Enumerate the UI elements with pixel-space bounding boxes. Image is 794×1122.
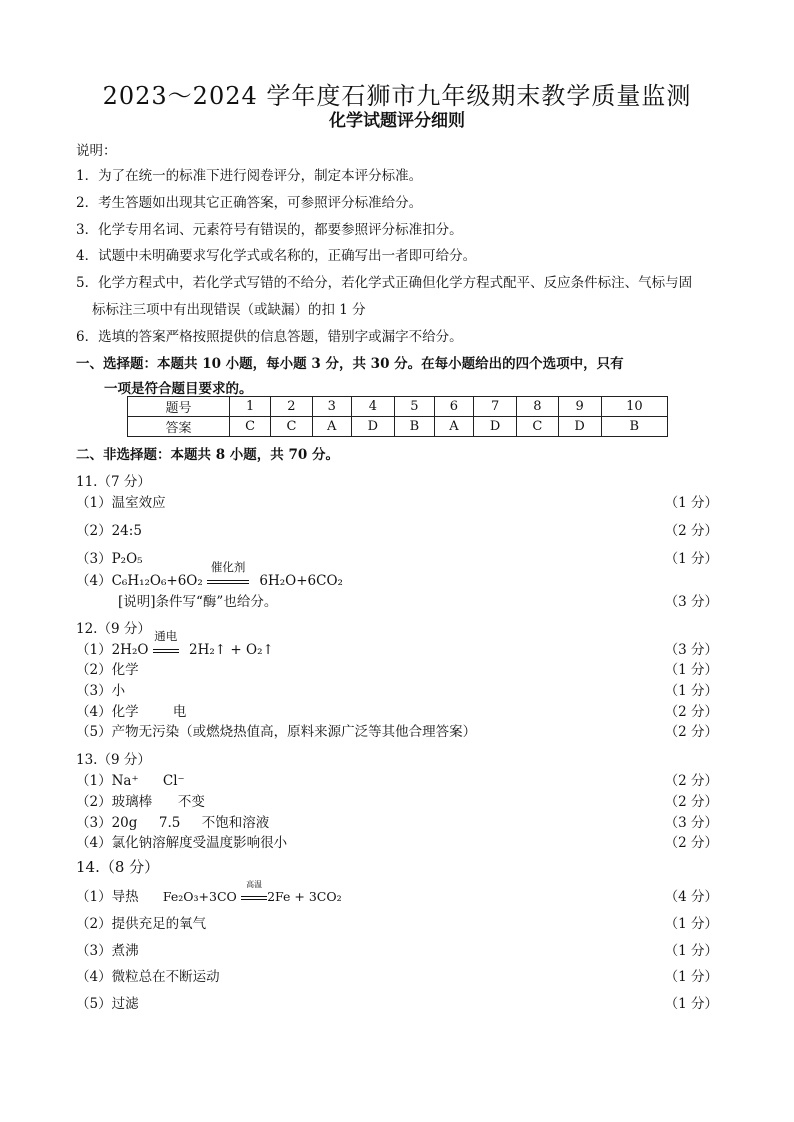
q11-score-3: （1 分） bbox=[664, 551, 718, 567]
q12-part-3: （3）小 bbox=[76, 683, 126, 699]
equation-products: 6H₂O+6CO₂ bbox=[259, 573, 343, 589]
question-12-heading: 12.（9 分） bbox=[76, 621, 151, 637]
section-2-heading: 二、非选择题：本题共 8 小题，共 70 分。 bbox=[76, 447, 339, 463]
answer-cell: B bbox=[394, 417, 434, 437]
q13-part-2: （2）玻璃棒 不变 bbox=[76, 794, 205, 810]
q13-part-4: （4）氯化钠溶解度受温度影响很小 bbox=[76, 835, 288, 851]
q12-part-5: （5）产物无污染（或燃烧热值高，原料来源广泛等其他合理答案） bbox=[76, 724, 477, 740]
q14-score-1: （4 分） bbox=[664, 889, 718, 905]
row-label: 答案 bbox=[128, 417, 230, 437]
note-item: 5．化学方程式中，若化学式写错的不给分，若化学式正确但化学方程式配平、反应条件标注、气标与固 bbox=[76, 275, 693, 291]
q11-score-1: （1 分） bbox=[664, 495, 718, 511]
equation-products: 2Fe + 3CO₂ bbox=[267, 889, 342, 904]
q11-score-2: （2 分） bbox=[664, 523, 718, 539]
q14-part-1-equation bbox=[76, 880, 342, 905]
sodium-ion: Na⁺ bbox=[111, 773, 139, 789]
reaction-condition bbox=[241, 880, 267, 905]
section-1-heading-cont: 一项是符合题目要求的。 bbox=[104, 381, 253, 397]
equation-reactants: Fe₂O₃+3CO bbox=[162, 889, 237, 904]
answer-cell: A bbox=[312, 417, 351, 437]
q13-part-1 bbox=[76, 769, 185, 789]
chloride-ion: Cl⁻ bbox=[162, 773, 185, 789]
part-prefix: （4） bbox=[76, 573, 112, 589]
q12-score-4: （2 分） bbox=[664, 704, 718, 720]
q13-score-4: （2 分） bbox=[664, 835, 718, 851]
q11-score-4: （3 分） bbox=[664, 594, 718, 610]
q12-score-2: （1 分） bbox=[664, 662, 718, 678]
equals-sign bbox=[207, 580, 249, 584]
answer-cell: D bbox=[474, 417, 517, 437]
q12-part-2: （2）化学 bbox=[76, 662, 139, 678]
note-item: 6．选填的答案严格按照提供的信息答题，错别字或漏字不给分。 bbox=[76, 329, 463, 345]
q11-note: [说明]条件写“酶”也给分。 bbox=[118, 594, 278, 610]
question-13-heading: 13.（9 分） bbox=[76, 752, 151, 768]
condition-label: 催化剂 bbox=[210, 560, 246, 574]
table-row-answers bbox=[128, 417, 668, 437]
page-title: 2023～2024 学年度石狮市九年级期末教学质量监测 bbox=[102, 82, 692, 110]
q14-part-5: （5）过滤 bbox=[76, 996, 139, 1012]
question-number: 8 bbox=[517, 397, 558, 417]
question-11-heading: 11.（7 分） bbox=[76, 474, 151, 490]
question-number: 9 bbox=[558, 397, 601, 417]
q11-part-3 bbox=[76, 547, 143, 567]
part-prefix: （1）导热 bbox=[76, 889, 139, 905]
q14-part-4: （4）微粒总在不断运动 bbox=[76, 969, 220, 985]
answer-cell: C bbox=[271, 417, 312, 437]
equals-sign bbox=[241, 896, 267, 900]
equation-reactants: C₆H₁₂O₆+6O₂ bbox=[111, 573, 203, 589]
notes-heading: 说明： bbox=[76, 143, 117, 159]
condition-label: 通电 bbox=[154, 629, 178, 643]
q13-score-1: （2 分） bbox=[664, 773, 718, 789]
question-number: 7 bbox=[474, 397, 517, 417]
note-item: 2．考生答题如出现其它正确答案，可参照评分标准给分。 bbox=[76, 195, 423, 211]
q14-part-2: （2）提供充足的氧气 bbox=[76, 916, 207, 932]
reaction-condition bbox=[207, 560, 249, 589]
reaction-condition bbox=[153, 629, 179, 658]
answer-cell: D bbox=[351, 417, 394, 437]
q12-score-3: （1 分） bbox=[664, 683, 718, 699]
row-label: 题号 bbox=[128, 397, 230, 417]
q13-part-3: （3）20g 7.5 不饱和溶液 bbox=[76, 815, 270, 831]
note-item-continued: 标标注三项中有出现错误（或缺漏）的扣 1 分 bbox=[92, 302, 366, 318]
part-prefix: （1） bbox=[76, 773, 112, 789]
equation-products: 2H₂↑ + O₂↑ bbox=[189, 642, 274, 658]
answer-cell: C bbox=[229, 417, 270, 437]
q11-part-2: （2）24:5 bbox=[76, 523, 142, 539]
note-item: 1．为了在统一的标准下进行阅卷评分，制定本评分标准。 bbox=[76, 168, 423, 184]
formula: P₂O₅ bbox=[111, 551, 143, 567]
question-number: 5 bbox=[394, 397, 434, 417]
q13-score-2: （2 分） bbox=[664, 794, 718, 810]
note-item: 4．试题中未明确要求写化学式或名称的，正确写出一者即可给分。 bbox=[76, 248, 477, 264]
question-number: 3 bbox=[312, 397, 351, 417]
q12-score-1: （3 分） bbox=[664, 642, 718, 658]
q11-part-1: （1）温室效应 bbox=[76, 495, 166, 511]
answer-cell: C bbox=[517, 417, 558, 437]
equation-reactants: 2H₂O bbox=[111, 642, 149, 658]
q14-score-2: （1 分） bbox=[664, 916, 718, 932]
table-row-numbers bbox=[128, 397, 668, 417]
q11-part-4-equation bbox=[76, 560, 343, 589]
q12-part-4: （4）化学 电 bbox=[76, 704, 187, 720]
condition-label: 高温 bbox=[246, 880, 263, 889]
equals-sign bbox=[153, 649, 179, 653]
question-14-heading: 14.（8 分） bbox=[76, 858, 160, 876]
answer-cell: D bbox=[558, 417, 601, 437]
part-prefix: （1） bbox=[76, 642, 112, 658]
q14-score-5: （1 分） bbox=[664, 996, 718, 1012]
answer-cell: B bbox=[601, 417, 667, 437]
question-number: 6 bbox=[434, 397, 473, 417]
question-number: 4 bbox=[351, 397, 394, 417]
q13-score-3: （3 分） bbox=[664, 815, 718, 831]
question-number: 10 bbox=[601, 397, 667, 417]
answer-cell: A bbox=[434, 417, 473, 437]
q12-score-5: （2 分） bbox=[664, 724, 718, 740]
page-subtitle: 化学试题评分细则 bbox=[329, 111, 465, 131]
question-number: 2 bbox=[271, 397, 312, 417]
section-1-heading: 一、选择题：本题共 10 小题，每小题 3 分，共 30 分。在每小题给出的四个选项中，只有 bbox=[76, 356, 624, 372]
question-number: 1 bbox=[229, 397, 270, 417]
answer-table bbox=[127, 396, 668, 437]
q14-part-3: （3）煮沸 bbox=[76, 943, 139, 959]
part-prefix: （3） bbox=[76, 551, 112, 567]
q14-score-3: （1 分） bbox=[664, 943, 718, 959]
note-item: 3．化学专用名词、元素符号有错误的，都要参照评分标准扣分。 bbox=[76, 222, 463, 238]
q14-score-4: （1 分） bbox=[664, 969, 718, 985]
